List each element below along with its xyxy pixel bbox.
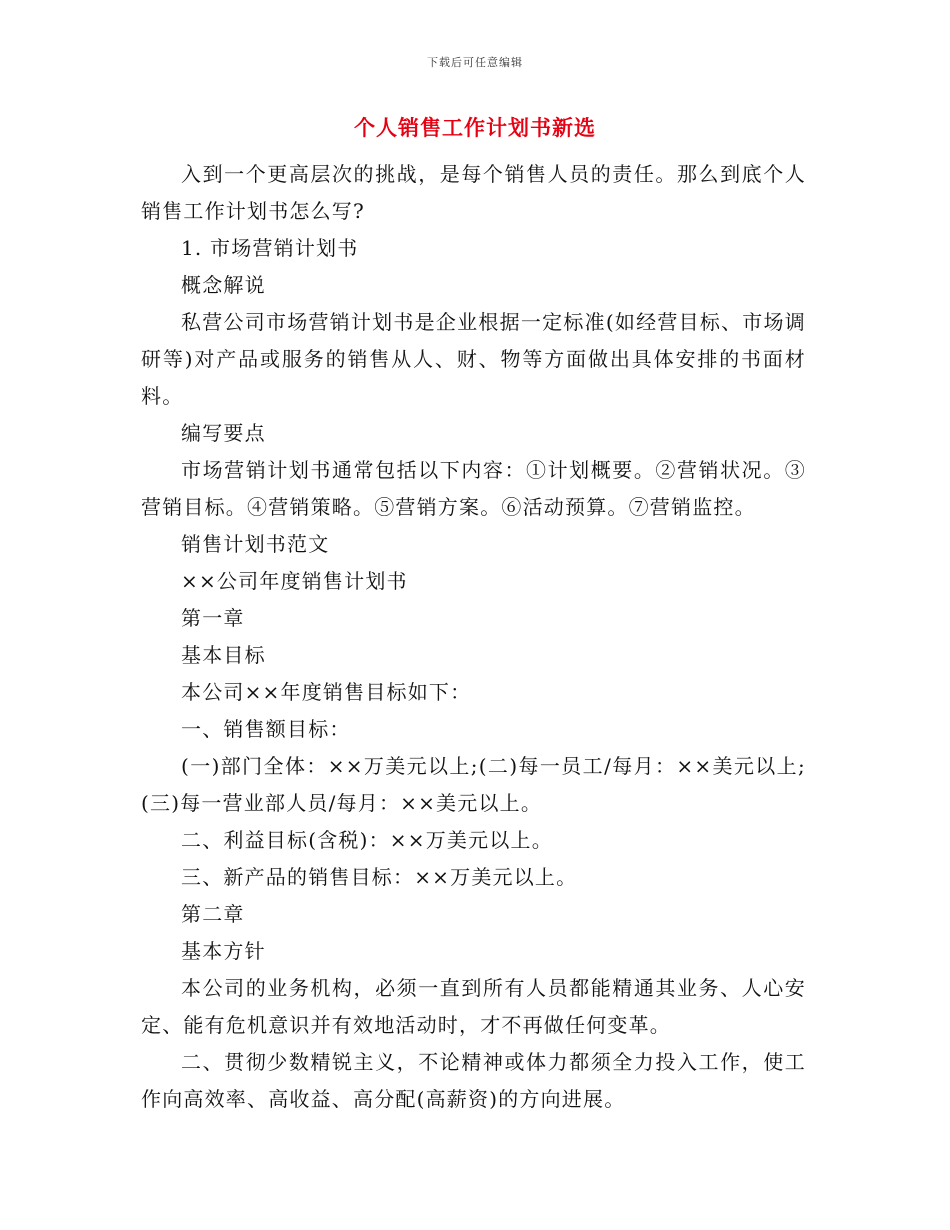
heading-chapter-one: 第一章 — [181, 606, 245, 630]
paragraph-policy-two: 二、贯彻少数精锐主义，不论精神或体力都须全力投入工作，使工作向高效率、高收益、高分配(高薪资)的方向进展。 — [141, 1050, 806, 1111]
paragraph-profit-goal: 二、利益目标(含税)：××万美元以上。 — [181, 828, 553, 852]
document-body — [141, 156, 806, 1118]
heading-company-plan: ××公司年度销售计划书 — [181, 569, 408, 593]
heading-key-points: 编写要点 — [181, 421, 266, 445]
heading-chapter-two: 第二章 — [181, 902, 245, 926]
paragraph-sales-goal-detail: (一)部门全体：××万美元以上;(二)每一员工/每月：××美元以上;(三)每一营业部人员/每月：××美元以上。 — [141, 754, 806, 815]
heading-basic-goals: 基本目标 — [181, 643, 266, 667]
heading-concept: 概念解说 — [181, 273, 266, 297]
paragraph-policy-one: 本公司的业务机构，必须一直到所有人员都能精通其业务、人心安定、能有危机意识并有效地活动时，才不再做任何变革。 — [141, 976, 806, 1037]
paragraph-concept: 私营公司市场营销计划书是企业根据一定标准(如经营目标、市场调研等)对产品或服务的销售从人、财、物等方面做出具体安排的书面材料。 — [141, 310, 806, 408]
document-title: 个人销售工作计划书新选 — [354, 115, 596, 140]
header-note: 下载后可任意编辑 — [427, 56, 523, 69]
heading-sample: 销售计划书范文 — [181, 532, 330, 556]
paragraph-intro: 入到一个更高层次的挑战，是每个销售人员的责任。那么到底个人销售工作计划书怎么写? — [141, 162, 806, 223]
heading-sales-goal: 一、销售额目标： — [181, 717, 351, 741]
heading-basic-policy: 基本方针 — [181, 939, 266, 963]
paragraph-goals-intro: 本公司××年度销售目标如下： — [181, 680, 472, 704]
paragraph-key-points: 市场营销计划书通常包括以下内容：①计划概要。②营销状况。③营销目标。④营销策略。⑤营销方案。⑥活动预算。⑦营销监控。 — [141, 458, 806, 519]
paragraph-new-product-goal: 三、新产品的销售目标：××万美元以上。 — [181, 865, 578, 889]
heading-marketing-plan: 1. 市场营销计划书 — [181, 236, 359, 260]
